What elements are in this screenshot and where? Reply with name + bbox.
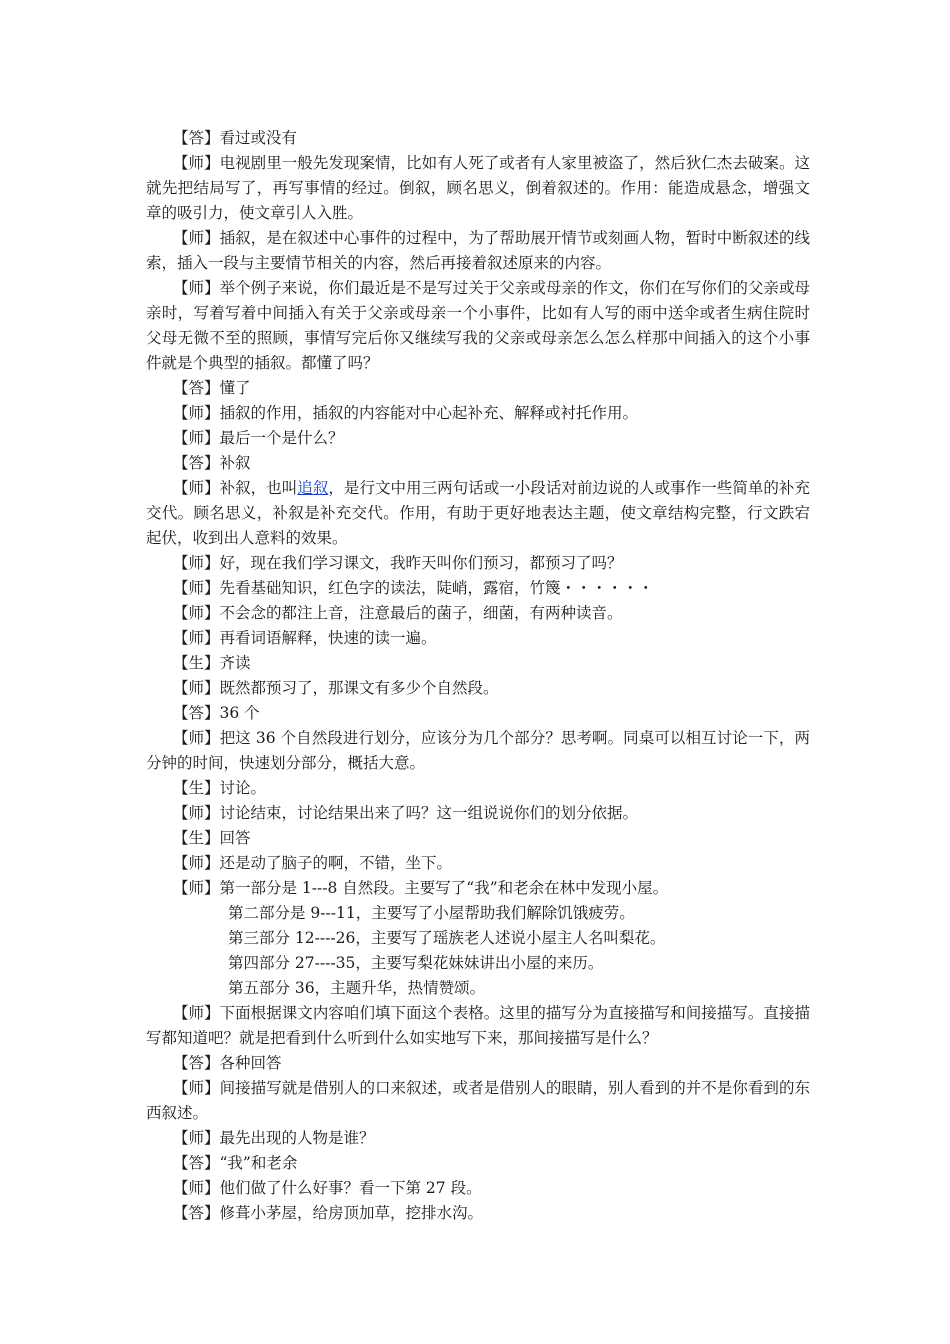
- dialogue-paragraph: 【师】举个例子来说，你们最近是不是写过关于父亲或母亲的作文，你们在写你们的父亲或母亲时，写着写着中间插入有关于父亲或母亲一个小事件，比如有人写的雨中送伞或者生病住院时父母无微不至的照顾，事情写完后你又继续写我的父亲或母亲怎么怎么样那中间插入的这个小事件就是个典型的插叙。都懂了吗？: [146, 279, 810, 372]
- dialogue-paragraph: 【师】插叙，是在叙述中心事件的过程中，为了帮助展开情节或刻画人物，暂时中断叙述的线索，插入一段与主要情节相关的内容，然后再接着叙述原来的内容。: [146, 229, 810, 272]
- dialogue-paragraph: 【答】各种回答: [173, 1054, 282, 1072]
- dialogue-paragraph: 【师】好，现在我们学习课文，我昨天叫你们预习，都预习了吗？: [173, 554, 623, 572]
- dialogue-paragraph: 【师】还是动了脑子的啊，不错，坐下。: [173, 854, 453, 872]
- term-link[interactable]: 追叙: [297, 479, 329, 497]
- dialogue-paragraph: 【答】修葺小茅屋，给房顶加草，挖排水沟。: [173, 1204, 484, 1222]
- dialogue-paragraph: 【师】把这 36 个自然段进行划分，应该分为几个部分？思考啊。同桌可以相互讨论一下，两分钟的时间，快速划分部分，概括大意。: [146, 729, 810, 772]
- paragraph-text: 【师】补叙，也叫: [173, 479, 298, 497]
- dialogue-paragraph: 【生】回答: [173, 829, 251, 847]
- outline-item: 第五部分 36，主题升华，热情赞颂。: [228, 979, 486, 997]
- outline-item: 第四部分 27----35，主要写梨花妹妹讲出小屋的来历。: [228, 954, 604, 972]
- dialogue-paragraph: 【答】懂了: [173, 379, 251, 397]
- dialogue-paragraph: 【答】看过或没有: [173, 129, 298, 147]
- dialogue-paragraph: 【师】他们做了什么好事？看一下第 27 段。: [173, 1179, 482, 1197]
- dialogue-paragraph: 【师】讨论结束，讨论结果出来了吗？这一组说说你们的划分依据。: [173, 804, 639, 822]
- dialogue-paragraph: 【答】补叙: [173, 454, 251, 472]
- dialogue-paragraph: 【生】讨论。: [173, 779, 267, 797]
- dialogue-paragraph: 【师】既然都预习了，那课文有多少个自然段。: [173, 679, 499, 697]
- dialogue-paragraph: 【师】第一部分是 1---8 自然段。主要写了“我”和老余在林中发现小屋。: [173, 879, 669, 897]
- dialogue-paragraph: 【师】最先出现的人物是谁？: [173, 1129, 375, 1147]
- dialogue-paragraph: 【师】先看基础知识，红色字的读法，陡峭，露宿，竹篾・・・・・・: [173, 579, 654, 597]
- dialogue-paragraph: 【师】最后一个是什么？: [173, 429, 344, 447]
- dialogue-paragraph: 【师】不会念的都注上音，注意最后的菌子，细菌，有两种读音。: [173, 604, 623, 622]
- dialogue-paragraph: 【师】插叙的作用，插叙的内容能对中心起补充、解释或衬托作用。: [173, 404, 639, 422]
- outline-item: 第三部分 12----26，主要写了瑶族老人述说小屋主人名叫梨花。: [228, 929, 666, 947]
- dialogue-paragraph: 【师】再看词语解释，快速的读一遍。: [173, 629, 437, 647]
- paragraph-text: ，是行文中用三两句话或一小段话对前边说的人或事作一些简单的补充交代。顾名思义，补叙是补充交代。作用，有助于更好地表达主题，使文章结构完整，行文跌宕起伏，收到出人意料的效果。: [146, 479, 810, 547]
- dialogue-paragraph: 【答】“我”和老余: [173, 1154, 298, 1172]
- dialogue-paragraph: 【生】齐读: [173, 654, 251, 672]
- outline-item: 第二部分是 9---11，主要写了小屋帮助我们解除饥饿疲劳。: [228, 904, 635, 922]
- dialogue-paragraph: 【师】间接描写就是借别人的口来叙述，或者是借别人的眼睛，别人看到的并不是你看到的东西叙述。: [146, 1079, 810, 1122]
- document-body: [146, 126, 810, 1226]
- dialogue-paragraph: 【师】下面根据课文内容咱们填下面这个表格。这里的描写分为直接描写和间接描写。直接描写都知道吧？就是把看到什么听到什么如实地写下来，那间接描写是什么？: [146, 1004, 810, 1047]
- dialogue-paragraph: [146, 476, 810, 551]
- dialogue-paragraph: 【答】36 个: [173, 704, 260, 722]
- dialogue-paragraph: 【师】电视剧里一般先发现案情，比如有人死了或者有人家里被盗了，然后狄仁杰去破案。这就先把结局写了，再写事情的经过。倒叙，顾名思义，倒着叙述的。作用：能造成悬念，增强文章的吸引力，使文章引人入胜。: [146, 154, 810, 222]
